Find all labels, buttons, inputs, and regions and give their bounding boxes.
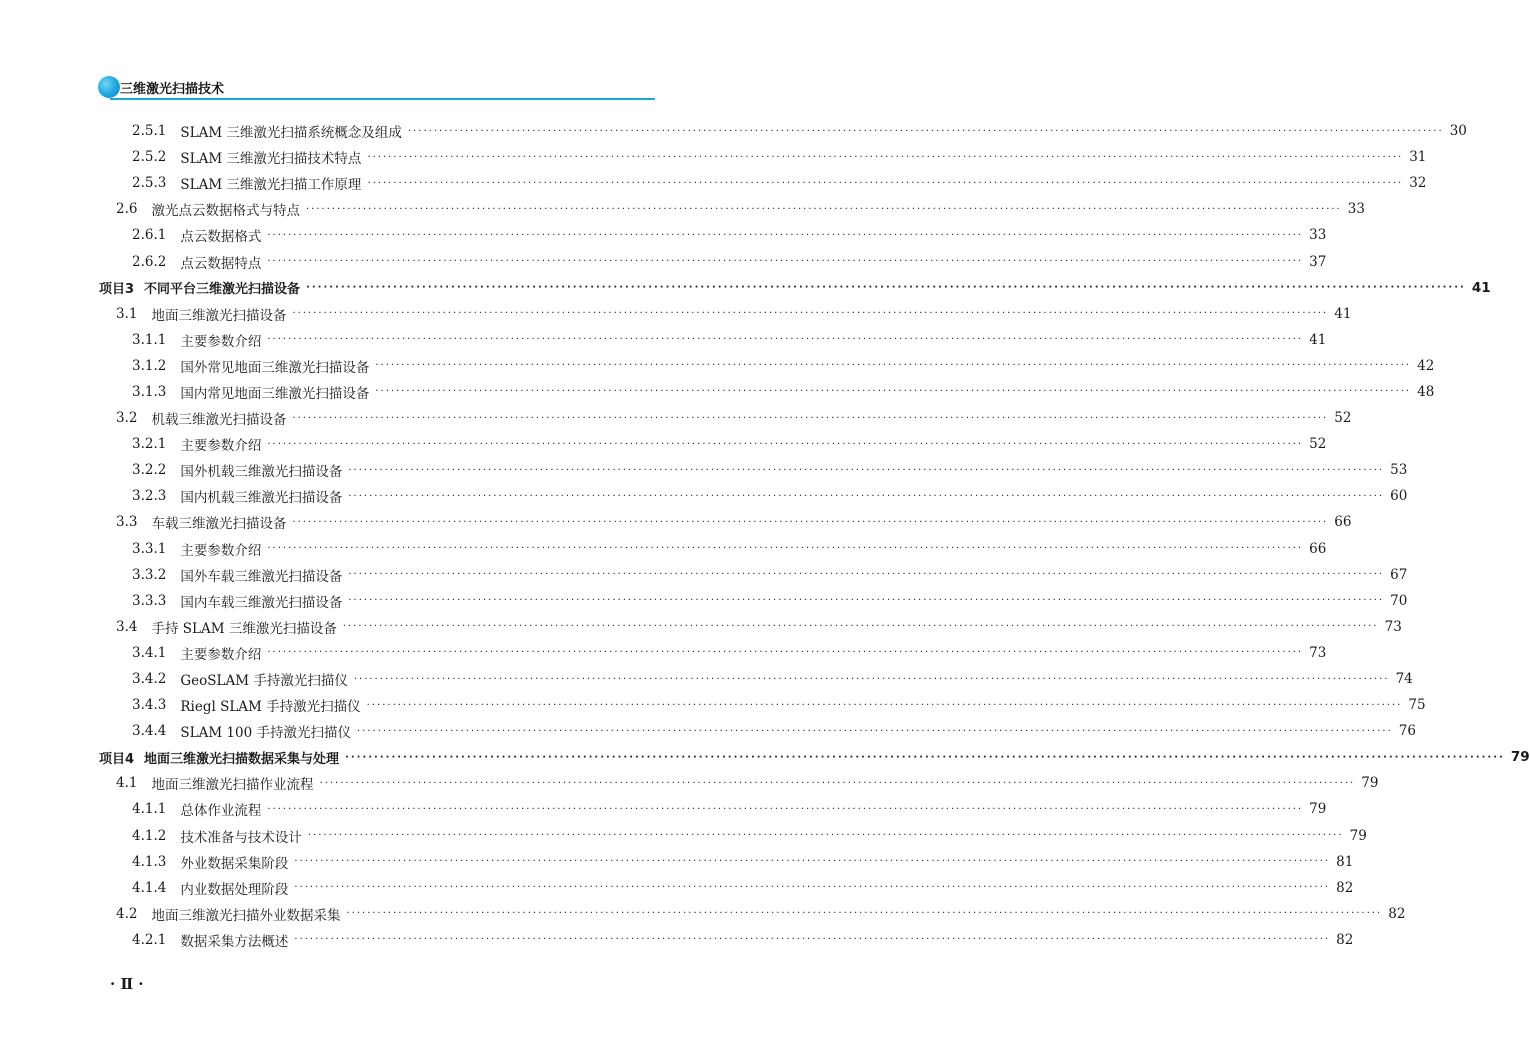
toc-entry[interactable] [0,196,1365,222]
toc-leader-dots: ········································································································································································································ [292,516,1329,528]
toc-entry[interactable] [0,744,1530,770]
toc-entry-page: 79 [1349,827,1367,844]
toc-entry[interactable] [0,666,1413,692]
toc-entry-title: 主要参数介绍 [180,542,262,559]
toc-entry-title: 车载三维激光扫描设备 [151,516,287,533]
toc-entry-title: 国内车载三维激光扫描设备 [180,594,343,611]
toc-entry-number: 2.5.3 [132,175,167,192]
toc-entry-number: 2.6.1 [132,227,167,244]
header-title: 三维激光扫描技术 [120,82,225,97]
page-number: · Ⅱ · [110,975,144,993]
toc-entry[interactable] [0,483,1408,509]
toc-entry[interactable] [0,823,1367,849]
toc-leader-dots: ········································································································································································································ [267,334,1304,346]
toc-entry[interactable] [0,301,1352,327]
toc-entry-page: 60 [1390,488,1408,505]
toc-entry-page: 37 [1309,253,1327,270]
toc-leader-dots: ········································································································································································································ [367,177,1404,189]
toc-entry-page: 82 [1336,931,1354,948]
toc-entry-title: 激光点云数据格式与特点 [151,203,300,220]
toc-entry-number: 3.1.1 [132,331,167,348]
toc-entry-title: GeoSLAM 手持激光扫描仪 [180,673,348,690]
toc-entry-number: 4.1.3 [132,853,167,870]
toc-entry[interactable] [0,118,1467,144]
toc-entry-title: SLAM 三维激光扫描技术特点 [180,151,362,168]
toc-entry-page: 70 [1390,592,1408,609]
toc-entry-number: 3.2.1 [132,436,167,453]
toc-entry-page: 41 [1309,331,1327,348]
toc-entry-number: 3.2.2 [132,462,167,479]
toc-entry-page: 73 [1384,618,1402,635]
toc-entry-title: 技术准备与技术设计 [180,829,302,846]
toc-leader-dots: ········································································································································································································ [267,438,1304,450]
toc-entry-title: 主要参数介绍 [180,438,262,455]
toc-leader-dots: ········································································································································································································ [267,647,1304,659]
toc-entry[interactable] [0,927,1354,953]
header-bubble-icon [98,76,120,98]
toc-entry-title: SLAM 100 手持激光扫描仪 [180,725,351,742]
toc-entry-number: 3.3.1 [132,540,167,557]
toc-entry-number: 3.3 [116,514,138,531]
toc-leader-dots: ········································································································································································································ [348,569,1385,581]
toc-entry-number: 4.1.1 [132,801,167,818]
toc-entry-page: 33 [1309,227,1327,244]
toc-entry-title: 点云数据特点 [180,255,262,272]
toc-leader-dots: ········································································································································································································ [367,151,1404,163]
toc-entry[interactable] [0,718,1416,744]
toc-entry-page: 79 [1361,775,1379,792]
toc-entry[interactable] [0,536,1327,562]
toc-entry-number: 项目4 [99,751,135,767]
toc-leader-dots: ········································································································································································································ [375,360,1412,372]
toc-entry-page: 41 [1334,305,1352,322]
toc-entry-number: 4.1.2 [132,827,167,844]
toc-entry-title: 地面三维激光扫描外业数据采集 [151,907,341,924]
toc-entry-number: 2.6.2 [132,253,167,270]
toc-entry-title: 外业数据采集阶段 [180,855,289,872]
toc-entry-page: 82 [1336,879,1354,896]
toc-entry[interactable] [0,275,1491,301]
toc-leader-dots: ········································································································································································································ [348,490,1385,502]
toc-entry-number: 3.3.3 [132,592,167,609]
toc-entry-number: 3.4.1 [132,644,167,661]
toc-entry-page: 75 [1408,697,1426,714]
toc-entry-page: 32 [1409,175,1427,192]
toc-entry-number: 3.2 [116,410,138,427]
toc-leader-dots: ········································································································································································································ [307,830,1344,842]
toc-entry-page: 81 [1336,853,1354,870]
toc-entry-page: 31 [1409,149,1427,166]
toc-leader-dots: ········································································································································································································ [294,934,1331,946]
toc-entry-page: 41 [1471,279,1491,296]
toc-entry[interactable] [0,353,1435,379]
toc-entry-page: 33 [1347,201,1365,218]
toc-entry[interactable] [0,405,1352,431]
toc-entry-page: 73 [1309,644,1327,661]
toc-entry-title: SLAM 三维激光扫描系统概念及组成 [180,125,402,142]
toc-entry-title: 国外常见地面三维激光扫描设备 [180,359,370,376]
toc-entry-page: 66 [1334,514,1352,531]
toc-entry-title: 总体作业流程 [180,803,262,820]
toc-entry[interactable] [0,770,1379,796]
toc-leader-dots: ········································································································································································································ [348,464,1385,476]
header-rule [110,98,655,100]
toc-entry-number: 3.2.3 [132,488,167,505]
toc-leader-dots: ········································································································································································································ [319,777,1356,789]
toc-leader-dots: ········································································································································································································ [348,595,1385,607]
toc-entry-number: 2.5.1 [132,123,167,140]
toc-leader-dots: ········································································································································································································ [294,882,1331,894]
toc-entry-title: 主要参数介绍 [180,333,262,350]
toc-entry[interactable] [0,431,1327,457]
toc-entry[interactable] [0,796,1327,822]
toc-leader-dots: ········································································································································································································ [267,256,1304,268]
toc-leader-dots: ········································································································································································································ [407,125,1444,137]
toc-entry[interactable] [0,562,1408,588]
toc-leader-dots: ········································································································································································································ [267,543,1304,555]
toc-entry[interactable] [0,692,1426,718]
toc-entry-title: 内业数据处理阶段 [180,881,289,898]
toc-entry-title: 不同平台三维激光扫描设备 [144,282,301,298]
toc-entry-page: 74 [1395,671,1413,688]
toc-entry-number: 3.3.2 [132,566,167,583]
toc-entry-page: 42 [1417,357,1435,374]
toc-entry[interactable] [0,170,1427,196]
toc-leader-dots: ········································································································································································································ [375,386,1412,398]
toc-leader-dots: ········································································································································································································ [353,673,1390,685]
toc-entry-page: 76 [1398,723,1416,740]
toc-entry-number: 2.5.2 [132,149,167,166]
toc-leader-dots: ········································································································································································································ [306,282,1466,294]
toc-entry[interactable] [0,875,1354,901]
toc-leader-dots: ········································································································································································································ [342,621,1379,633]
toc-entry-number: 4.1 [116,775,138,792]
toc-leader-dots: ········································································································································································································ [267,803,1304,815]
toc-entry[interactable] [0,640,1327,666]
toc-entry-page: 52 [1309,436,1327,453]
toc-entry[interactable] [0,379,1435,405]
toc-entry-title: 手持 SLAM 三维激光扫描设备 [151,620,337,637]
toc-leader-dots: ········································································································································································································ [345,751,1505,763]
toc-entry-title: Riegl SLAM 手持激光扫描仪 [180,699,361,716]
toc-entry-title: 国外机载三维激光扫描设备 [180,464,343,481]
toc-leader-dots: ········································································································································································································ [305,203,1342,215]
toc-entry-page: 53 [1390,462,1408,479]
toc-entry-number: 3.1.3 [132,383,167,400]
toc-entry-title: 地面三维激光扫描设备 [151,307,287,324]
toc-leader-dots: ········································································································································································································ [346,908,1383,920]
toc-entry[interactable] [0,614,1402,640]
toc-entry-number: 3.4.3 [132,697,167,714]
toc-entry-page: 82 [1388,905,1406,922]
toc-entry[interactable] [0,588,1408,614]
toc-entry-number: 4.1.4 [132,879,167,896]
running-header [98,76,655,100]
toc-entry-page: 79 [1309,801,1327,818]
toc-entry-page: 52 [1334,410,1352,427]
toc-entry[interactable] [0,901,1406,927]
table-of-contents [0,118,1530,953]
toc-entry-title: 国内常见地面三维激光扫描设备 [180,385,370,402]
toc-entry-number: 3.4.2 [132,671,167,688]
toc-entry-number: 4.2.1 [132,931,167,948]
toc-entry-page: 30 [1449,123,1467,140]
toc-entry-page: 66 [1309,540,1327,557]
toc-entry-number: 项目3 [99,282,135,298]
toc-leader-dots: ········································································································································································································ [294,856,1331,868]
toc-entry[interactable] [0,509,1352,535]
toc-entry-title: 地面三维激光扫描作业流程 [151,777,314,794]
toc-entry[interactable] [0,248,1327,274]
toc-entry[interactable] [0,327,1327,353]
toc-leader-dots: ········································································································································································································ [366,699,1403,711]
toc-entry-title: 地面三维激光扫描数据采集与处理 [144,751,340,767]
toc-leader-dots: ········································································································································································································ [267,229,1304,241]
toc-entry-number: 3.1.2 [132,357,167,374]
toc-entry-title: 国内机载三维激光扫描设备 [180,490,343,507]
toc-entry-page: 67 [1390,566,1408,583]
toc-entry-page: 48 [1417,383,1435,400]
toc-entry-number: 3.4 [116,618,138,635]
toc-entry-title: 主要参数介绍 [180,646,262,663]
toc-entry-title: 机载三维激光扫描设备 [151,412,287,429]
toc-entry-title: SLAM 三维激光扫描工作原理 [180,177,362,194]
toc-entry[interactable] [0,849,1354,875]
toc-leader-dots: ········································································································································································································ [292,308,1329,320]
toc-entry-number: 4.2 [116,905,138,922]
toc-leader-dots: ········································································································································································································ [357,725,1393,737]
toc-entry[interactable] [0,144,1427,170]
toc-entry-number: 2.6 [116,201,138,218]
toc-entry[interactable] [0,222,1327,248]
toc-entry-title: 国外车载三维激光扫描设备 [180,568,343,585]
toc-entry-number: 3.4.4 [132,723,167,740]
toc-entry[interactable] [0,457,1408,483]
toc-entry-page: 79 [1510,749,1530,766]
toc-entry-title: 数据采集方法概述 [180,933,289,950]
toc-entry-title: 点云数据格式 [180,229,262,246]
toc-entry-number: 3.1 [116,305,138,322]
toc-leader-dots: ········································································································································································································ [292,412,1329,424]
